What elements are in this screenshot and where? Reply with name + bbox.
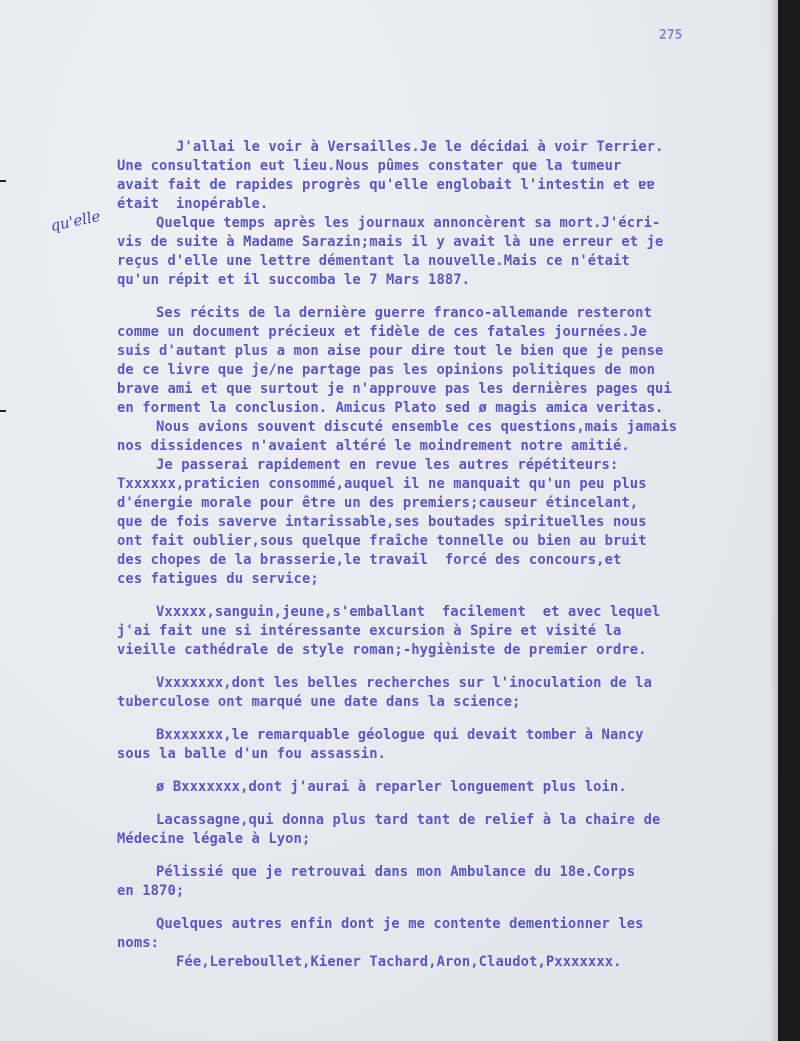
text-line: nos dissidences n'avaient altéré le moindrement notre amitié. (117, 438, 630, 454)
page-edge-shadow (770, 0, 778, 1041)
text-line: Quelques autres enfin dont je me contente dementionner les (156, 916, 644, 932)
margin-tick (0, 180, 6, 182)
text-line: Une consultation eut lieu.Nous pûmes constater que la tumeur (117, 158, 622, 174)
page-number: 275 (659, 28, 683, 43)
text-line: était inopérable. (117, 196, 269, 212)
handwritten-margin-note: qu'elle (48, 206, 103, 236)
text-line: ø Bxxxxxxx,dont j'aurai à reparler longuement plus loin. (156, 779, 627, 795)
text-line: Ses récits de la dernière guerre franco-allemande resteront (156, 305, 652, 321)
text-line: Quelque temps après les journaux annoncèrent sa mort.J'écri- (156, 215, 661, 231)
text-line: j'ai fait une si intéressante excursion à Spire et visité la (117, 623, 622, 639)
text-line: vis de suite à Madame Sarazin;mais il y avait là une erreur et je (117, 234, 664, 250)
text-line: reçus d'elle une lettre démentant la nouvelle.Mais ce n'était (117, 253, 630, 269)
text-line: Nous avions souvent discuté ensemble ces questions,mais jamais (156, 419, 678, 435)
text-line: Fée,Lereboullet,Kiener Tachard,Aron,Claudot,Pxxxxxxx. (176, 954, 622, 970)
text-line: d'énergie morale pour être un des premiers;causeur étincelant, (117, 495, 639, 511)
text-line: des chopes de la brasserie,le travail forcé des concours,et (117, 552, 622, 568)
margin-tick (0, 410, 6, 412)
text-line: que de fois saverve intarissable,ses boutades spirituelles nous (117, 514, 647, 530)
text-line: vieille cathédrale de style roman;-hygièniste de premier ordre. (117, 642, 647, 658)
text-line: avait fait de rapides progrès qu'elle englobait l'intestin et ɐɐ (117, 177, 656, 193)
text-line: Lacassagne,qui donna plus tard tant de relief à la chaire de (156, 812, 661, 828)
text-line: brave ami et que surtout je n'approuve pas les dernières pages qui (117, 381, 672, 397)
text-line: Pélissié que je retrouvai dans mon Ambulance du 18e.Corps (156, 864, 636, 880)
text-line: Médecine légale à Lyon; (117, 831, 311, 847)
text-line: tuberculose ont marqué une date dans la science; (117, 694, 521, 710)
text-line: ces fatigues du service; (117, 571, 319, 587)
text-line: en forment la conclusion. Amicus Plato sed ø magis amica veritas. (117, 400, 664, 416)
text-line: qu'un répit et il succomba le 7 Mars 1887. (117, 272, 471, 288)
text-line: noms: (117, 935, 160, 951)
text-line: comme un document précieux et fidèle de ces fatales journées.Je (117, 324, 647, 340)
text-line: Vxxxxx,sanguin,jeune,s'emballant facilement et avec lequel (156, 604, 661, 620)
text-line: en 1870; (117, 883, 185, 899)
text-line: de ce livre que je/ne partage pas les opinions politiques de mon (117, 362, 656, 378)
text-line: Bxxxxxxx,le remarquable géologue qui devait tomber à Nancy (156, 727, 644, 743)
text-line: Je passerai rapidement en revue les autres répétiteurs: (156, 457, 619, 473)
text-line: sous la balle d'un fou assassin. (117, 746, 387, 762)
text-line: suis d'autant plus a mon aise pour dire tout le bien que je pense (117, 343, 664, 359)
text-line: ont fait oublier,sous quelque fraîche tonnelle ou bien au bruit (117, 533, 647, 549)
text-line: J'allai le voir à Versailles.Je le décidai à voir Terrier. (176, 139, 664, 155)
text-line: Txxxxxx,praticien consommé,auquel il ne manquait qu'un peu plus (117, 476, 647, 492)
text-line: Vxxxxxxx,dont les belles recherches sur l'inoculation de la (156, 675, 652, 691)
